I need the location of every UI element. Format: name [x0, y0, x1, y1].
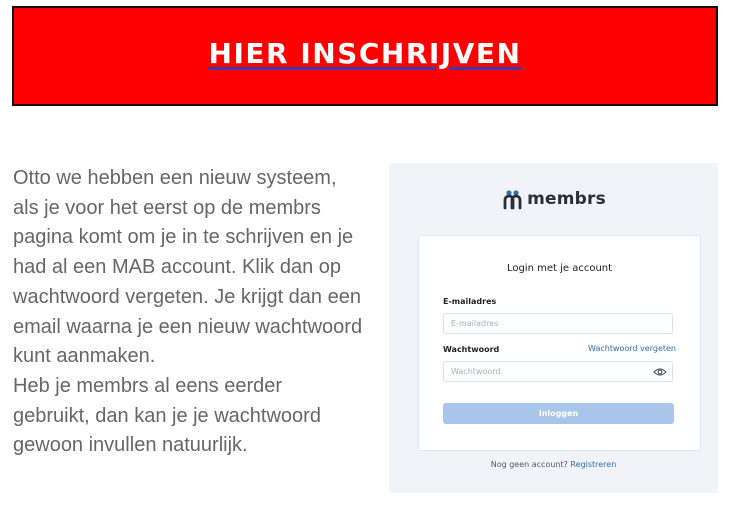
membrs-people-icon: [501, 188, 523, 210]
intro-paragraph-2: Heb je membrs al eens eerder gebruikt, dan kan je je wachtwoord gewoon invullen natuurlijk.: [13, 374, 321, 457]
login-card: [418, 235, 701, 451]
membrs-logo: [389, 188, 718, 210]
intro-text: [13, 164, 363, 461]
email-label: E-mailadres: [443, 297, 497, 306]
email-input[interactable]: [443, 313, 673, 334]
login-title: Login met je account: [506, 263, 613, 274]
intro-paragraph-1: Otto we hebben een nieuw systeem, als je voor het eerst op de membrs pagina komt om je in te schrijven en je had al een MAB account. Klik dan op wachtwoord vergeten. Je krijgt dan een email waarna je een nieuw wachtwoord kunt aanmaken.: [13, 167, 363, 368]
password-label: Wachtwoord: [443, 345, 500, 354]
signup-banner: [12, 6, 718, 106]
logo-text: membrs: [527, 189, 606, 209]
signup-link[interactable]: HIER INSCHRIJVEN: [208, 36, 522, 70]
login-button[interactable]: Inloggen: [443, 403, 674, 424]
login-screenshot: [389, 163, 718, 493]
eye-icon[interactable]: [653, 367, 667, 377]
register-prompt: [389, 460, 718, 469]
register-prompt-text: Nog geen account?: [490, 460, 568, 469]
forgot-password-link[interactable]: Wachtwoord vergeten: [588, 344, 676, 353]
password-input[interactable]: [443, 361, 673, 382]
register-link[interactable]: Registreren: [570, 460, 617, 469]
